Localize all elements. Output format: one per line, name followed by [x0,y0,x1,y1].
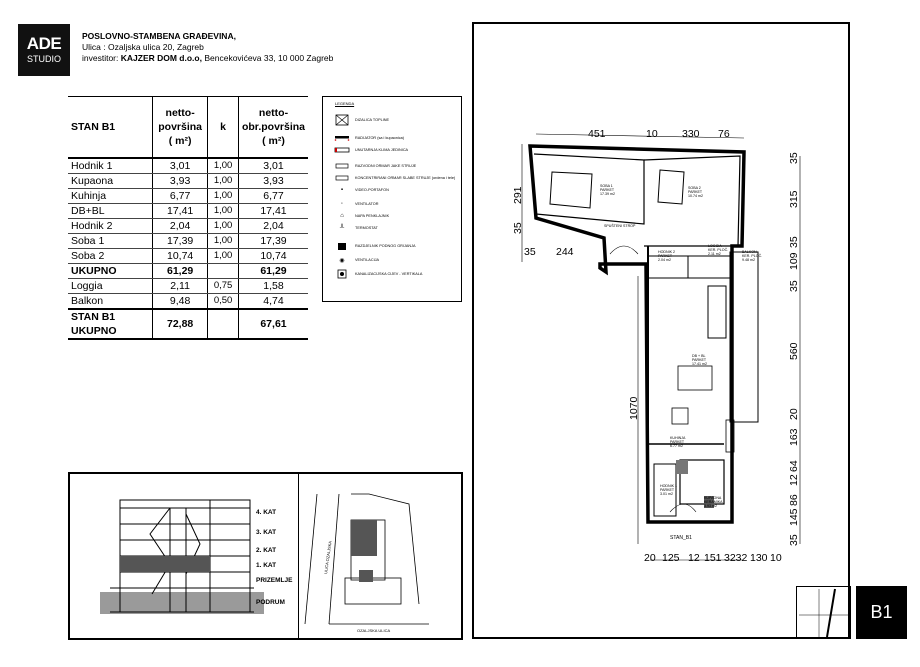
power-cabinet-icon [333,162,351,171]
table-total-row: STAN B1 UKUPNO 72,88 67,61 [68,309,308,339]
legend-title: LEGENDA [335,101,355,106]
room-label: HODNIK 2 PARKET 2.04 m2 [658,250,675,263]
fan-icon: ◦ [340,201,344,207]
table-row: Hodnik 2 2,04 1,00 2,04 [68,219,308,234]
hood-icon: ⌂ [340,213,344,219]
legend-item: RAZVODNI ORMAR JAKE STRUJE [333,161,416,171]
section-siteplan-box [68,472,463,640]
legend-item: UNUTARNJA KLIMA JEDINICA [333,145,408,155]
floor-label-3: 3. KAT [256,529,277,536]
table-subtotal-row: UKUPNO 61,29 61,29 [68,264,308,279]
legend-item: ◉ VENTILACIJA [333,255,379,265]
heat-pump-icon [333,116,351,125]
north-arrow-icon [796,586,851,639]
lowvoltage-cabinet-icon [333,174,351,183]
room-label: SOBA 1 PARKET 17.39 m2 [600,184,615,197]
dim-bottom: 151 [704,552,722,564]
dim-right: 64 [788,460,800,472]
table-header-adjusted: netto- obr.površina ( m²) [238,97,308,159]
legend-item: ⌂ NAPA PENKLAJNIK [333,211,389,221]
table-row: DB+BL 17,41 1,00 17,41 [68,204,308,219]
legend-item: DIZALICA TOPLINE [333,115,389,125]
dim-left: 35 [512,222,524,234]
ceiling-note: SPUŠTENI STROP [604,224,636,228]
legend-item: RADIJATOR (sa i kupaonica) [333,133,404,143]
dim-left: 1070 [628,396,640,420]
dim-right: 35 [788,534,800,546]
dim-bottom: 125 [662,552,680,564]
dim-left: 291 [512,186,524,204]
table-row: Kupaona 3,93 1,00 3,93 [68,174,308,189]
table-row: Kuhinja 6,77 1,00 6,77 [68,189,308,204]
room-label: SOBA 2 PARKET 10.74 m2 [688,186,703,199]
radiator-icon [333,134,351,143]
area-table [68,96,308,340]
legend-item: RAZDJELNIK PODNOG GRIJANJA [333,241,416,251]
dim-right: 35 [788,280,800,292]
table-row: Soba 1 17,39 1,00 17,39 [68,234,308,249]
project-address: Ulica : Ozaljska ulica 20, Zagreb [82,42,204,52]
dim-bottom: 130 [750,552,768,564]
floor-label-2: 2. KAT [256,547,277,554]
dim-right: 12 [788,474,800,486]
legend-item: ▪ VIDEO-PORTAFON [333,185,389,195]
legend-box [322,96,462,302]
floor-label-basement: PODRUM [256,599,285,606]
site-plan [299,474,459,638]
ade-studio-logo [18,24,70,76]
dim-right: 35 [788,236,800,248]
dim-bottom: 20 [644,552,656,564]
floor-label-1: 1. KAT [256,562,277,569]
room-label: BALKON KER. PLOČ. 9.48 m2 [742,250,763,263]
logo-text: ADE [26,34,62,53]
project-title: POSLOVNO-STAMBENA GRAĐEVINA, [82,31,236,41]
table-row: Hodnik 1 3,01 1,00 3,01 [68,158,308,174]
ventilation-icon: ◉ [339,257,345,264]
street-label-bottom: OZALJSKA ULICA [357,628,391,633]
legend-item: KANALIZACIJSKA CIJEV - VERTIKALA [333,269,422,279]
logo-subtext: STUDIO [26,54,61,64]
street-label-vertical: ULICA OZALJSKA [323,540,333,575]
dim-top: 451 [588,128,606,140]
room-label: LOGGIA KER. PLOČ. 2.11 m2 [708,244,729,257]
dim-left: 35 [524,246,536,258]
dim-right: 315 [788,190,800,208]
room-label: KUHINJA PARKET 6.77 m2 [670,436,686,449]
dim-bottom: 12 [688,552,700,564]
dim-top: 10 [646,128,658,140]
project-investor: investitor: KAJZER DOM d.o.o, Bencekovićeva 33, 10 000 Zagreb [82,53,334,63]
dim-right: 109 [788,252,800,270]
floor-label-4: 4. KAT [256,509,277,516]
project-header [82,31,333,64]
dim-right: 20 [788,408,800,420]
dim-bottom: 3232 [724,552,748,564]
floor-heating-icon [333,242,351,251]
table-row: Soba 2 10,74 1,00 10,74 [68,249,308,264]
thermostat-icon: ╨ [339,225,345,231]
sewer-pipe-icon [333,270,351,279]
dim-right: 86 [788,494,800,506]
dim-right: 35 [788,152,800,164]
dim-top: 76 [718,128,730,140]
legend-item: ◦ VENTILATOR [333,199,379,209]
room-label: DB + BL PARKET 17.41 m2 [692,354,707,367]
ac-unit-icon [333,146,351,155]
intercom-icon: ▪ [340,187,344,193]
table-row: Balkon 9,48 0,50 4,74 [68,294,308,310]
legend-item: ╨ TERMOSTAT [333,223,378,233]
dim-right: 145 [788,508,800,526]
legend-item: KONCENTRIRANI ORMAR SLABE STRUJE (ordena i tele) [333,173,455,183]
table-row: Loggia 2,11 0,75 1,58 [68,279,308,294]
table-header-net: netto- površina ( m²) [153,97,208,159]
room-label: KUPAONA KERAMIKA 3.93 m2 [704,496,723,509]
table-header-k: k [208,97,239,159]
dim-right: 560 [788,342,800,360]
dim-left: 244 [556,246,574,258]
dim-top: 330 [682,128,700,140]
table-header-row [68,97,308,159]
dim-right: 163 [788,428,800,446]
room-label: HODNIK 1 PARKET 3.01 m2 [660,484,677,497]
table-header-name: STAN B1 [68,97,153,159]
unit-label: STAN_B1 [670,535,692,541]
dim-bottom: 10 [770,552,782,564]
floor-plan-frame [472,22,850,639]
unit-badge: B1 [856,586,907,639]
floor-label-ground: PRIZEMLJE [256,577,293,584]
